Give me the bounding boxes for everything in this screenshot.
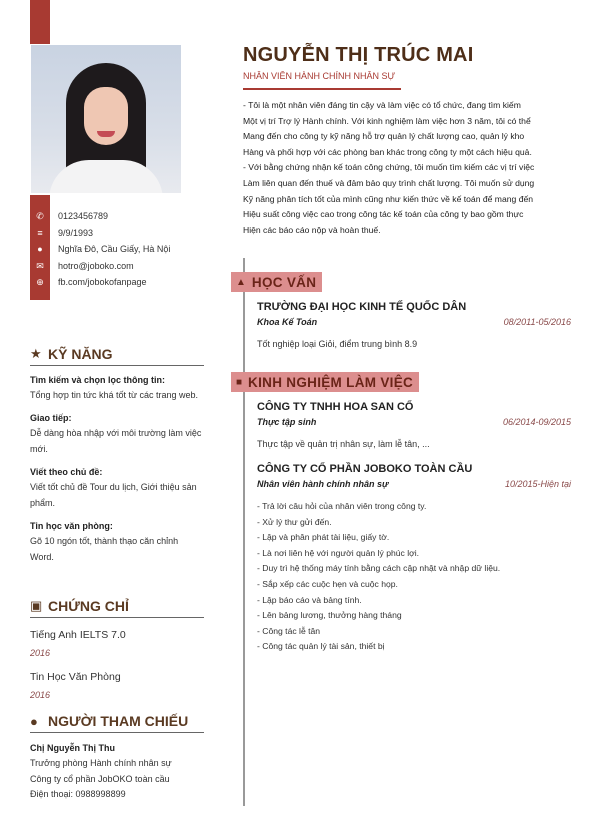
contact-website-text[interactable]: fb.com/jobokofanpage: [58, 277, 147, 288]
experience-heading: [231, 372, 419, 392]
entry-desc: Thực tập về quản trị nhân sự, làm lễ tân, ...: [257, 439, 430, 449]
envelope-icon: ✉: [36, 260, 44, 271]
summary-line: Kỹ năng phân tích tốt của mình cũng như kiến thức về kế toán để mang đến: [243, 193, 534, 204]
entry-role: Thực tập sinh: [257, 417, 317, 427]
summary-line: - Với bằng chứng nhận kế toán công chứng, tôi muốn tìm kiếm các vị trí việc: [243, 162, 535, 173]
skill-desc: Gõ 10 ngón tốt, thành thạo căn chỉnh Word.: [30, 536, 179, 562]
summary-line: Hiệu suất công việc cao trong công tác kế toán của công ty bao gồm thực: [243, 209, 524, 220]
skill-desc: Dễ dàng hòa nhập với môi trường làm việc mới.: [30, 428, 202, 454]
education-entry: [257, 300, 571, 351]
skill-item: [30, 412, 204, 457]
location-pin-icon: ●: [37, 244, 43, 255]
duty-list: [257, 499, 571, 655]
duty-item: - Lập báo cáo và bảng tính.: [257, 594, 362, 605]
globe-icon: ⊕: [36, 277, 44, 288]
user-icon: ●: [30, 713, 38, 729]
timeline-line: [243, 258, 245, 806]
summary-line: - Tôi là một nhân viên đáng tin cậy và làm việc có tổ chức, đang tìm kiếm: [243, 100, 521, 110]
candidate-name: NGUYỄN THỊ TRÚC MAI: [243, 44, 474, 66]
contact-address-text: Nghĩa Đô, Cầu Giấy, Hà Nội: [58, 244, 171, 255]
contact-phone: [30, 208, 170, 225]
contact-website: [30, 274, 170, 291]
summary-line: Một vị trí Trợ lý Hành chính. Với kinh nghiệm làm việc hơn 3 năm, tôi có thể: [243, 115, 531, 126]
contact-email-text[interactable]: hotro@joboko.com: [58, 260, 134, 271]
duty-item: - Duy trì hệ thống máy tính bằng cách cập nhật và nhập dữ liệu.: [257, 563, 501, 574]
star-icon: ★: [30, 346, 42, 361]
entry-desc: Tốt nghiệp loại Giỏi, điểm trung bình 8.9: [257, 339, 418, 349]
certificate-icon: ▣: [30, 598, 43, 613]
skill-item: [30, 466, 204, 511]
duty-item: - Công tác lễ tân: [257, 625, 321, 636]
certificates-heading-text: CHỨNG CHỈ: [48, 598, 129, 614]
profile-photo: [31, 45, 181, 193]
certificate-year: 2016: [30, 690, 51, 700]
birthday-cake-icon: ≡: [37, 227, 43, 238]
reference-position: Trưởng phòng Hành chính nhân sự: [30, 758, 172, 768]
certificates-list: [30, 627, 204, 711]
entry-org: CÔNG TY CỔ PHẦN JOBOKO TOÀN CẦU: [257, 463, 473, 475]
reference-name: Chị Nguyễn Thị Thu: [30, 743, 115, 753]
references-heading-text: NGƯỜI THAM CHIẾU: [48, 713, 189, 729]
certificate-name: Tin Học Văn Phòng: [30, 671, 121, 683]
education-heading-text: HỌC VẤN: [251, 274, 317, 290]
skill-desc: Viết tốt chủ đề Tour du lịch, Giới thiệu sản phẩm.: [30, 482, 197, 508]
contact-birthday: [30, 225, 170, 242]
duty-item: - Lên bảng lương, thưởng hàng tháng: [257, 610, 402, 621]
certificate-year: 2016: [30, 648, 51, 658]
entry-org: CÔNG TY TNHH HOA SAN CỔ: [257, 401, 414, 413]
contact-phone-text: 0123456789: [58, 211, 109, 222]
skill-name: Viết theo chủ đề:: [30, 467, 103, 477]
skill-name: Tìm kiếm và chọn lọc thông tin:: [30, 375, 166, 385]
certificate-item: [30, 669, 204, 705]
certificates-heading: [30, 598, 204, 618]
briefcase-icon: ■: [236, 376, 243, 388]
reference-company: Công ty cổ phần JobOKO toàn cầu: [30, 773, 170, 784]
duty-item: - Trả lời câu hỏi của nhân viên trong công ty.: [257, 501, 427, 511]
contact-list: [30, 208, 170, 291]
education-heading: [231, 272, 322, 292]
skill-item: [30, 374, 204, 403]
entry-date: 06/2014-09/2015: [502, 417, 571, 427]
profile-summary: [243, 98, 583, 238]
duty-item: - Sắp xếp các cuộc hẹn và cuộc họp.: [257, 578, 398, 589]
duty-item: - Là nơi liên hệ với người quản lý phúc lợi.: [257, 547, 420, 558]
references-heading: [30, 713, 204, 733]
entry-role: Nhân viên hành chính nhân sự: [257, 479, 389, 489]
graduation-cap-icon: ▲: [236, 276, 246, 288]
title-underline: [243, 88, 401, 90]
summary-line: Làm liên quan đến thuế và đảm bảo quy trình chất lượng. Tôi muốn sử dụng: [243, 177, 535, 188]
phone-icon: ✆: [36, 211, 44, 222]
skill-name: Giao tiếp:: [30, 413, 72, 423]
certificate-item: [30, 627, 204, 663]
contact-address: [30, 241, 170, 258]
entry-date: 08/2011-05/2016: [503, 317, 571, 327]
skills-heading: [30, 346, 204, 366]
experience-entry: [257, 462, 571, 655]
skill-item: [30, 520, 204, 565]
candidate-job-title: NHÂN VIÊN HÀNH CHÍNH NHÂN SỰ: [243, 71, 396, 81]
entry-date: 10/2015-Hiện tại: [504, 479, 571, 489]
contact-birthday-text: 9/9/1993: [58, 227, 94, 238]
entry-org: TRƯỜNG ĐẠI HỌC KINH TẾ QUỐC DÂN: [257, 301, 467, 313]
skill-desc: Tổng hợp tin tức khá tốt từ các trang web.: [30, 390, 199, 400]
entry-role: Khoa Kế Toán: [257, 317, 318, 327]
skills-list: [30, 374, 204, 574]
experience-entry: [257, 400, 571, 451]
duty-item: - Công tác quản lý tài sản, thiết bị: [257, 641, 385, 652]
contact-email: [30, 258, 170, 275]
skill-name: Tin học văn phòng:: [30, 521, 113, 531]
duty-item: - Xử lý thư gửi đến.: [257, 516, 332, 527]
top-accent-bar: [30, 0, 50, 44]
certificate-name: Tiếng Anh IELTS 7.0: [30, 629, 126, 641]
reference-block: [30, 741, 204, 803]
summary-line: Hiện các báo cáo nộp và hoàn thuế.: [243, 224, 381, 235]
reference-phone: Điện thoại: 0988998899: [30, 789, 126, 799]
skills-heading-text: KỸ NĂNG: [48, 346, 113, 362]
experience-heading-text: KINH NGHIỆM LÀM VIỆC: [248, 374, 414, 390]
summary-line: Mang đến cho công ty kỹ năng hỗ trợ quản lý chất lượng cao, quản lý kho: [243, 131, 525, 142]
summary-line: Hàng và phối hợp với các phòng ban khác trong công ty một cách hiệu quả.: [243, 146, 532, 157]
duty-item: - Lập và phân phát tài liệu, giấy tờ.: [257, 532, 390, 543]
